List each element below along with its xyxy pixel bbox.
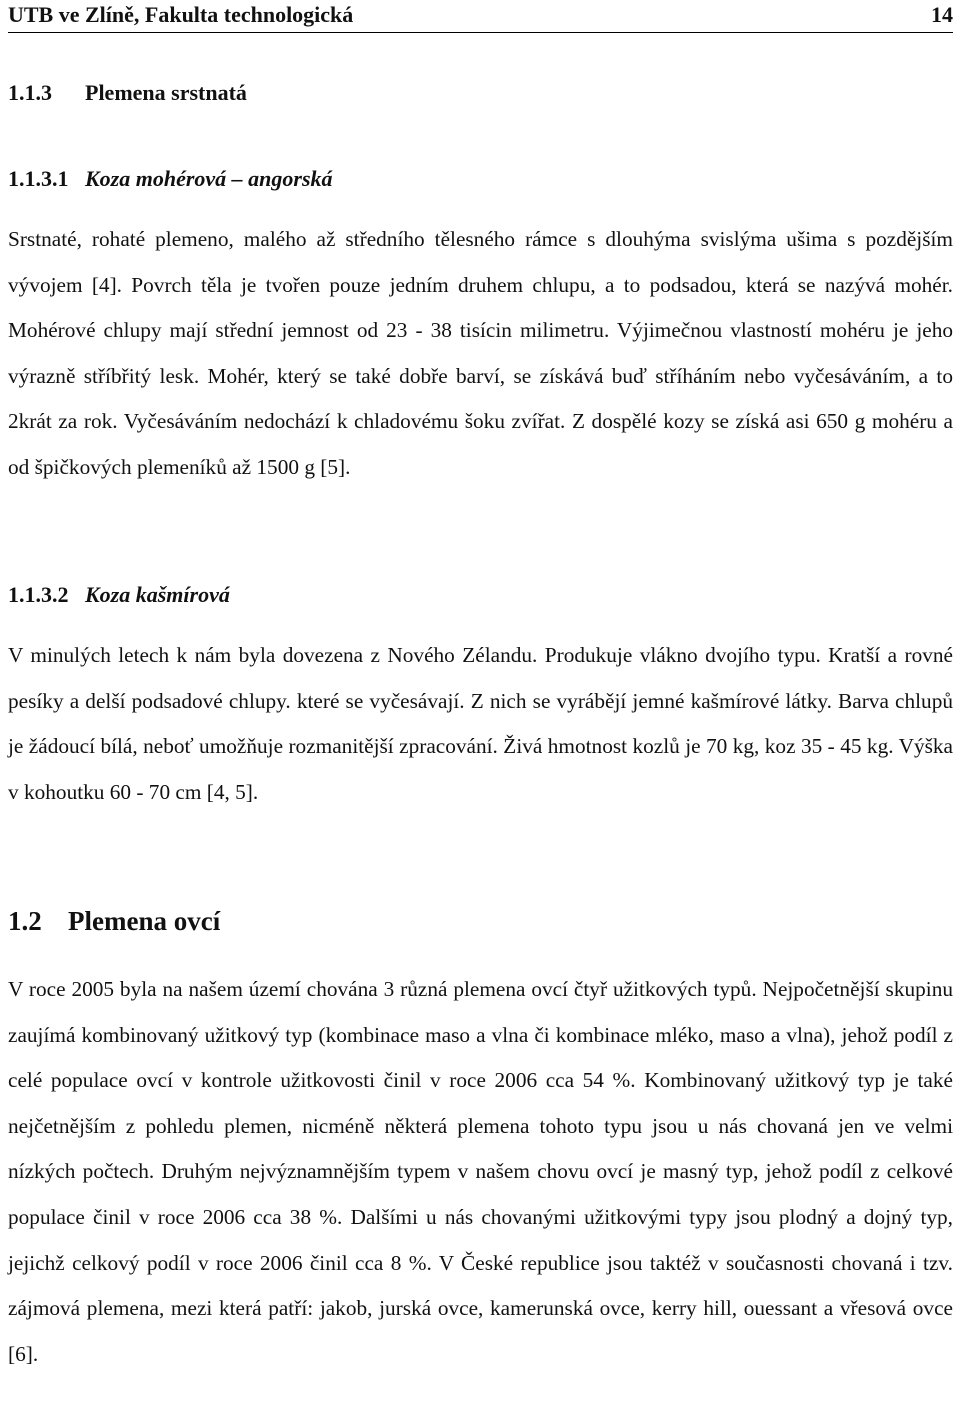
paragraph-sheep-breeds: V roce 2005 byla na našem území chována 3 různá plemena ovcí čtyř užitkových typů. Nejpočetnější skupinu zaujímá kombinovaný užitkový typ (kombinace maso a vlna či kombinace mléko, maso a vlna), jehož podíl z celé populace ovcí v kontrole užitkovosti činil v roce 2006 cca 54 %. Kombinovaný užitkový typ je také nejčetnějším z pohledu plemen, nicméně některá plemena tohoto typu jsou u nás chovaná jen ve velmi nízkých počtech. Druhým nejvýznamnějším typem v našem chovu ovcí je masný typ, jehož podíl z celkové populace činil v roce 2006 cca 38 %. Dalšími u nás chovanými užitkovými typy jsou plodný a dojný typ, jejichž celkový podíl v roce 2006 činil cca 8 %. V České republice jsou taktéž v současnosti chovaná i tzv. zájmová plemena, mezi která patří: jakob, jurská ovce, kamerunská ovce, kerry hill, ouessant a vřesová ovce [6]. bbox=[8, 977, 953, 1366]
heading-1-1-3-1 bbox=[8, 166, 333, 192]
page-header bbox=[8, 2, 953, 33]
heading-1-2 bbox=[8, 906, 220, 937]
paragraph-mohair-goat: Srstnaté, rohaté plemeno, malého až středního tělesného rámce s dlouhýma svislýma ušima s pozdějším vývojem [4]. Povrch těla je tvořen pouze jedním druhem chlupu, a to podsadou, která se nazývá mohér. Mohérové chlupy mají střední jemnost od 23 - 38 tisícin milimetru. Výjimečnou vlastností mohéru je jeho výrazně stříbřitý lesk. Mohér, který se také dobře barví, se získává buď stříháním nebo vyčesáváním, a to 2krát za rok. Vyčesáváním nedochází k chladovému šoku zvířat. Z dospělé kozy se získá asi 650 g mohéru a od špičkových plemeníků až 1500 g [5]. bbox=[8, 227, 953, 479]
heading-1-1-3 bbox=[8, 80, 247, 106]
heading-number: 1.2 bbox=[8, 906, 42, 936]
header-title: UTB ve Zlíně, Fakulta technologická bbox=[8, 2, 354, 27]
heading-text: Koza mohérová – angorská bbox=[85, 166, 333, 191]
page-number: 14 bbox=[931, 2, 953, 27]
heading-number: 1.1.3 bbox=[8, 80, 52, 105]
heading-text: Plemena srstnatá bbox=[85, 80, 247, 105]
heading-1-1-3-2 bbox=[8, 582, 230, 608]
heading-text: Koza kašmírová bbox=[85, 582, 230, 607]
heading-number: 1.1.3.2 bbox=[8, 582, 69, 607]
heading-text: Plemena ovcí bbox=[68, 906, 221, 936]
paragraph-cashmere-goat: V minulých letech k nám byla dovezena z Nového Zélandu. Produkuje vlákno dvojího typu. Kratší a rovné pesíky a delší podsadové chlupy. které se vyčesávají. Z nich se vyrábějí jemné kašmírové látky. Barva chlupů je žádoucí bílá, neboť umožňuje rozmanitější zpracování. Živá hmotnost kozlů je 70 kg, koz 35 - 45 kg. Výška v kohoutku 60 - 70 cm [4, 5]. bbox=[8, 643, 953, 804]
heading-number: 1.1.3.1 bbox=[8, 166, 69, 191]
